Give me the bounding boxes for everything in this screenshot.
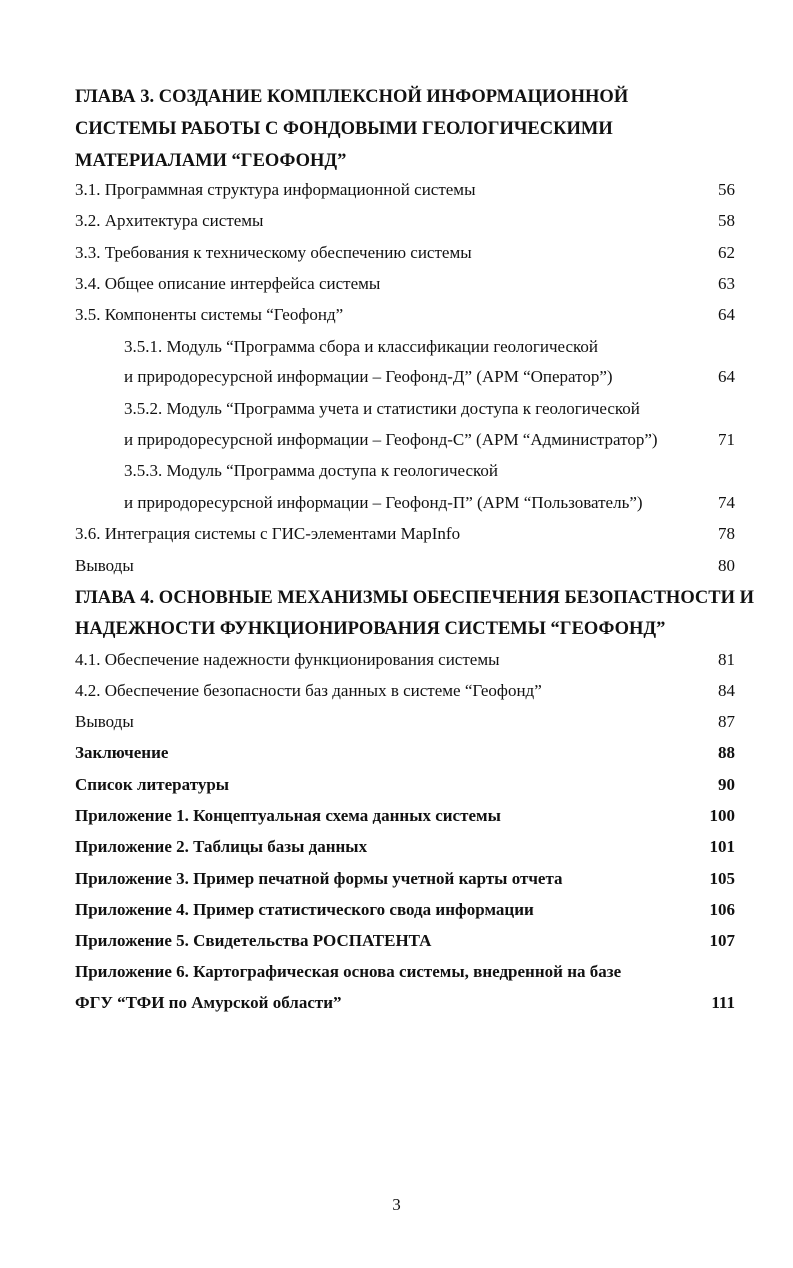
- entry-page: 107: [709, 931, 735, 950]
- toc-entry-4-2: [75, 676, 735, 706]
- entry-title: 4.2. Обеспечение безопасности баз данных в системе “Геофонд”: [75, 681, 542, 700]
- entry-title: 3.5. Компоненты системы “Геофонд”: [75, 305, 344, 324]
- entry-title: 4.1. Обеспечение надежности функционирования системы: [75, 650, 500, 669]
- entry-page: 88: [718, 743, 735, 762]
- chapter-3-heading-line-2: [75, 114, 735, 144]
- toc-entry-conclusions-ch4: [75, 707, 735, 737]
- entry-title: Приложение 2. Таблицы базы данных: [75, 837, 368, 856]
- heading-text: НАДЕЖНОСТИ ФУНКЦИОНИРОВАНИЯ СИСТЕМЫ “ГЕОФОНД”: [75, 619, 666, 639]
- toc-entry-3-5-1-line-2: [124, 362, 735, 392]
- entry-title: 3.4. Общее описание интерфейса системы: [75, 274, 381, 293]
- entry-page: 71: [718, 430, 735, 449]
- entry-page: 56: [718, 180, 735, 199]
- entry-page: 111: [711, 993, 735, 1012]
- entry-title: 3.5.3. Модуль “Программа доступа к геологической: [124, 461, 499, 480]
- chapter-3-heading-line-1: [75, 82, 735, 112]
- entry-title: Приложение 1. Концептуальная схема данных системы: [75, 806, 501, 825]
- toc-entry-appendix-6-line-2: [75, 988, 735, 1018]
- entry-page: 78: [718, 524, 735, 543]
- heading-text: ГЛАВА 4. ОСНОВНЫЕ МЕХАНИЗМЫ ОБЕСПЕЧЕНИЯ БЕЗОПАСТНОСТИ И: [75, 588, 755, 608]
- entry-title: и природоресурсной информации – Геофонд-П” (АРМ “Пользователь”): [124, 493, 643, 512]
- entry-page: 63: [718, 274, 735, 293]
- entry-title: Приложение 3. Пример печатной формы учетной карты отчета: [75, 869, 563, 888]
- toc-entry-3-5-3-line-1: [124, 456, 735, 486]
- entry-page: 106: [709, 900, 735, 919]
- entry-page: 74: [718, 493, 735, 512]
- entry-title: и природоресурсной информации – Геофонд-С” (АРМ “Администратор”): [124, 430, 658, 449]
- entry-page: 101: [709, 837, 735, 856]
- toc-entry-3-5-2-line-2: [124, 425, 735, 455]
- entry-title: 3.1. Программная структура информационной системы: [75, 180, 476, 199]
- entry-page: 64: [718, 305, 735, 324]
- entry-title: Список литературы: [75, 775, 230, 794]
- chapter-3-heading-line-3: [75, 146, 735, 176]
- heading-text: СИСТЕМЫ РАБОТЫ С ФОНДОВЫМИ ГЕОЛОГИЧЕСКИМИ: [75, 119, 613, 139]
- toc-entry-conclusion: [75, 738, 735, 768]
- entry-title: Заключение: [75, 743, 169, 762]
- entry-title: 3.5.2. Модуль “Программа учета и статистики доступа к геологической: [124, 399, 640, 418]
- toc-entry-3-1: [75, 175, 735, 205]
- toc-entry-3-5: [75, 300, 735, 330]
- entry-title: ФГУ “ТФИ по Амурской области”: [75, 993, 342, 1012]
- entry-page: 64: [718, 367, 735, 386]
- toc-entry-appendix-6-line-1: [75, 957, 735, 987]
- entry-title: 3.3. Требования к техническому обеспечению системы: [75, 243, 472, 262]
- entry-page: 81: [718, 650, 735, 669]
- entry-title: 3.2. Архитектура системы: [75, 211, 264, 230]
- entry-page: 62: [718, 243, 735, 262]
- chapter-4-heading-line-1: [75, 583, 755, 613]
- toc-entry-appendix-2: [75, 832, 735, 862]
- chapter-4-heading-line-2: [75, 614, 735, 644]
- entry-page: 80: [718, 556, 735, 575]
- entry-title: Приложение 5. Свидетельства РОСПАТЕНТА: [75, 931, 432, 950]
- entry-page: 105: [709, 869, 735, 888]
- entry-title: Выводы: [75, 712, 134, 731]
- toc-entry-3-3: [75, 238, 735, 268]
- toc-entry-3-6: [75, 519, 735, 549]
- entry-page: 84: [718, 681, 735, 700]
- entry-page: 100: [709, 806, 735, 825]
- toc-entry-3-2: [75, 206, 735, 236]
- entry-title: Приложение 4. Пример статистического свода информации: [75, 900, 534, 919]
- page-number: 3: [392, 1195, 401, 1214]
- toc-entry-3-4: [75, 269, 735, 299]
- toc-entry-3-5-1-line-1: [124, 332, 735, 362]
- entry-title: Выводы: [75, 556, 134, 575]
- toc-entry-conclusions-ch3: [75, 551, 735, 581]
- entry-title: и природоресурсной информации – Геофонд-Д” (АРМ “Оператор”): [124, 367, 613, 386]
- entry-page: 87: [718, 712, 735, 731]
- toc-entry-appendix-1: [75, 801, 735, 831]
- toc-entry-4-1: [75, 645, 735, 675]
- entry-page: 90: [718, 775, 735, 794]
- toc-entry-appendix-5: [75, 926, 735, 956]
- heading-text: МАТЕРИАЛАМИ “ГЕОФОНД”: [75, 151, 347, 171]
- toc-entry-references: [75, 770, 735, 800]
- toc-entry-appendix-4: [75, 895, 735, 925]
- entry-title: Приложение 6. Картографическая основа системы, внедренной на базе: [75, 962, 622, 981]
- toc-entry-3-5-2-line-1: [124, 394, 735, 424]
- heading-text: ГЛАВА 3. СОЗДАНИЕ КОМПЛЕКСНОЙ ИНФОРМАЦИОННОЙ: [75, 87, 629, 107]
- toc-entry-appendix-3: [75, 864, 735, 894]
- entry-title: 3.6. Интеграция системы с ГИС-элементами MapInfo: [75, 524, 461, 543]
- toc-entry-3-5-3-line-2: [124, 488, 735, 518]
- entry-title: 3.5.1. Модуль “Программа сбора и классификации геологической: [124, 337, 599, 356]
- entry-page: 58: [718, 211, 735, 230]
